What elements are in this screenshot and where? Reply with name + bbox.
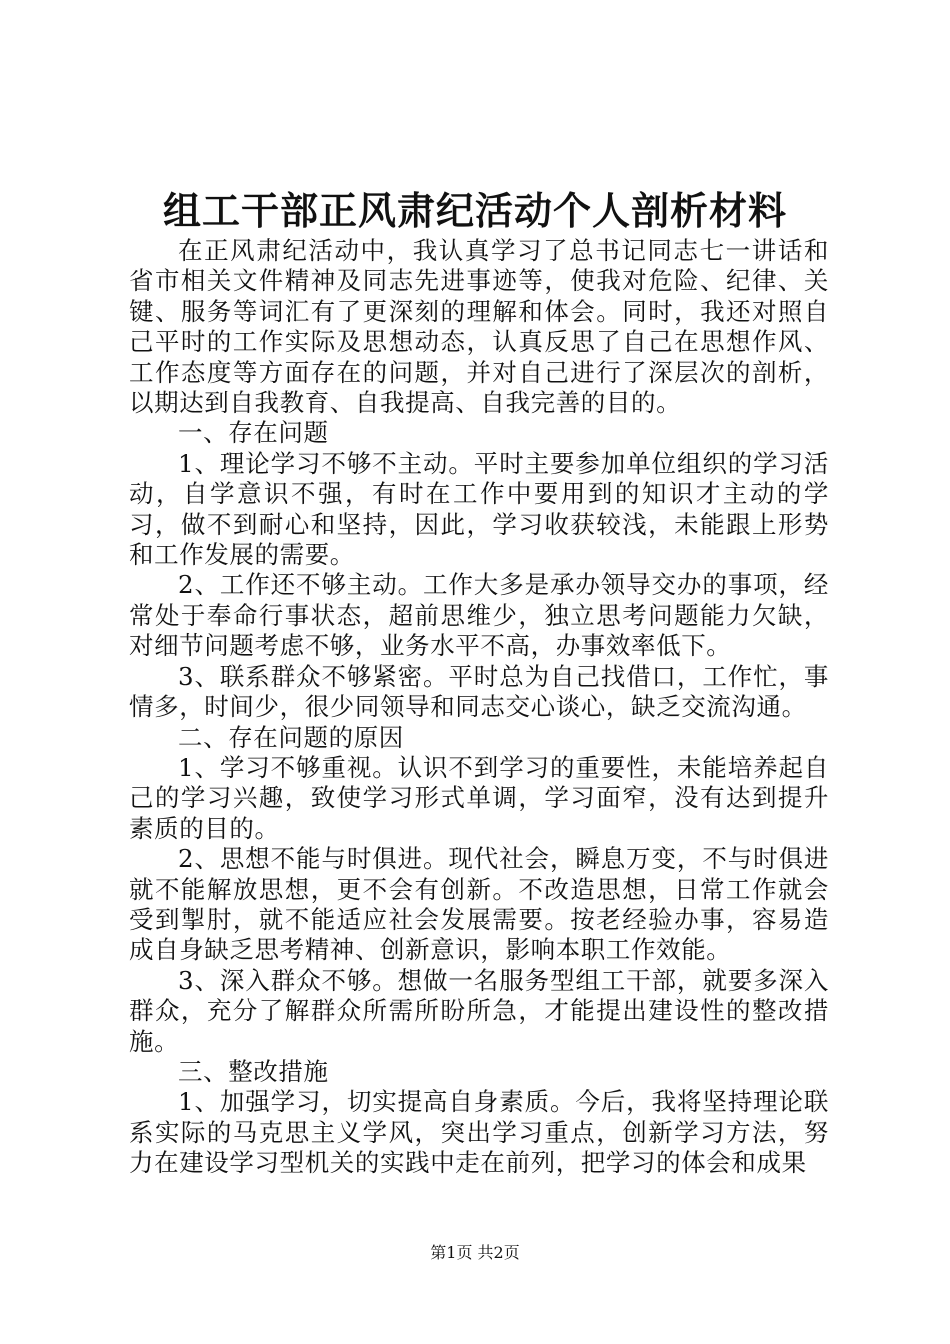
cause-item-1: 1、学习不够重视。认识不到学习的重要性，未能培养起自己的学习兴趣，致使学习形式单调，学习面窄，没有达到提升素质的目的。 [129,752,829,843]
problem-item-3: 3、联系群众不够紧密。平时总为自己找借口，工作忙，事情多，时间少，很少同领导和同志交心谈心，缺乏交流沟通。 [129,661,829,722]
problem-item-1: 1、理论学习不够不主动。平时主要参加单位组织的学习活动，自学意识不强，有时在工作中要用到的知识才主动的学习，做不到耐心和坚持，因此，学习收获较浅，未能跟上形势和工作发展的需要。 [129,448,829,570]
section-heading-measures: 三、整改措施 [178,1056,329,1086]
problem-item-2: 2、工作还不够主动。工作大多是承办领导交办的事项，经常处于奉命行事状态，超前思维少，独立思考问题能力欠缺，对细节问题考虑不够，业务水平不高，办事效率低下。 [129,570,829,661]
section-heading-causes: 二、存在问题的原因 [178,722,404,752]
measure-item-1: 1、加强学习，切实提高自身素质。今后，我将坚持理论联系实际的马克思主义学风，突出学习重点，创新学习方法，努力在建设学习型机关的实践中走在前列，把学习的体会和成果 [129,1087,829,1178]
section-heading-problems: 一、存在问题 [178,418,329,448]
document-body [129,236,829,1179]
cause-item-2: 2、思想不能与时俱进。现代社会，瞬息万变，不与时俱进就不能解放思想，更不会有创新。不改造思想，日常工作就会受到掣肘，就不能适应社会发展需要。按老经验办事，容易造成自身缺乏思考精神、创新意识，影响本职工作效能。 [129,844,829,965]
intro-paragraph: 在正风肃纪活动中，我认真学习了总书记同志七一讲话和省市相关文件精神及同志先进事迹等，使我对危险、纪律、关键、服务等词汇有了更深刻的理解和体会。同时，我还对照自己平时的工作实际及思想动态，认真反思了自己在思想作风、工作态度等方面存在的问题，并对自己进行了深层次的剖析，以期达到自我教育、自我提高、自我完善的目的。 [129,236,829,418]
page-footer: 第1页 共2页 [430,1243,520,1262]
document-title: 组工干部正风肃纪活动个人剖析材料 [162,189,787,233]
cause-item-3: 3、深入群众不够。想做一名服务型组工干部，就要多深入群众，充分了解群众所需所盼所急，才能提出建设性的整改措施。 [129,965,829,1056]
